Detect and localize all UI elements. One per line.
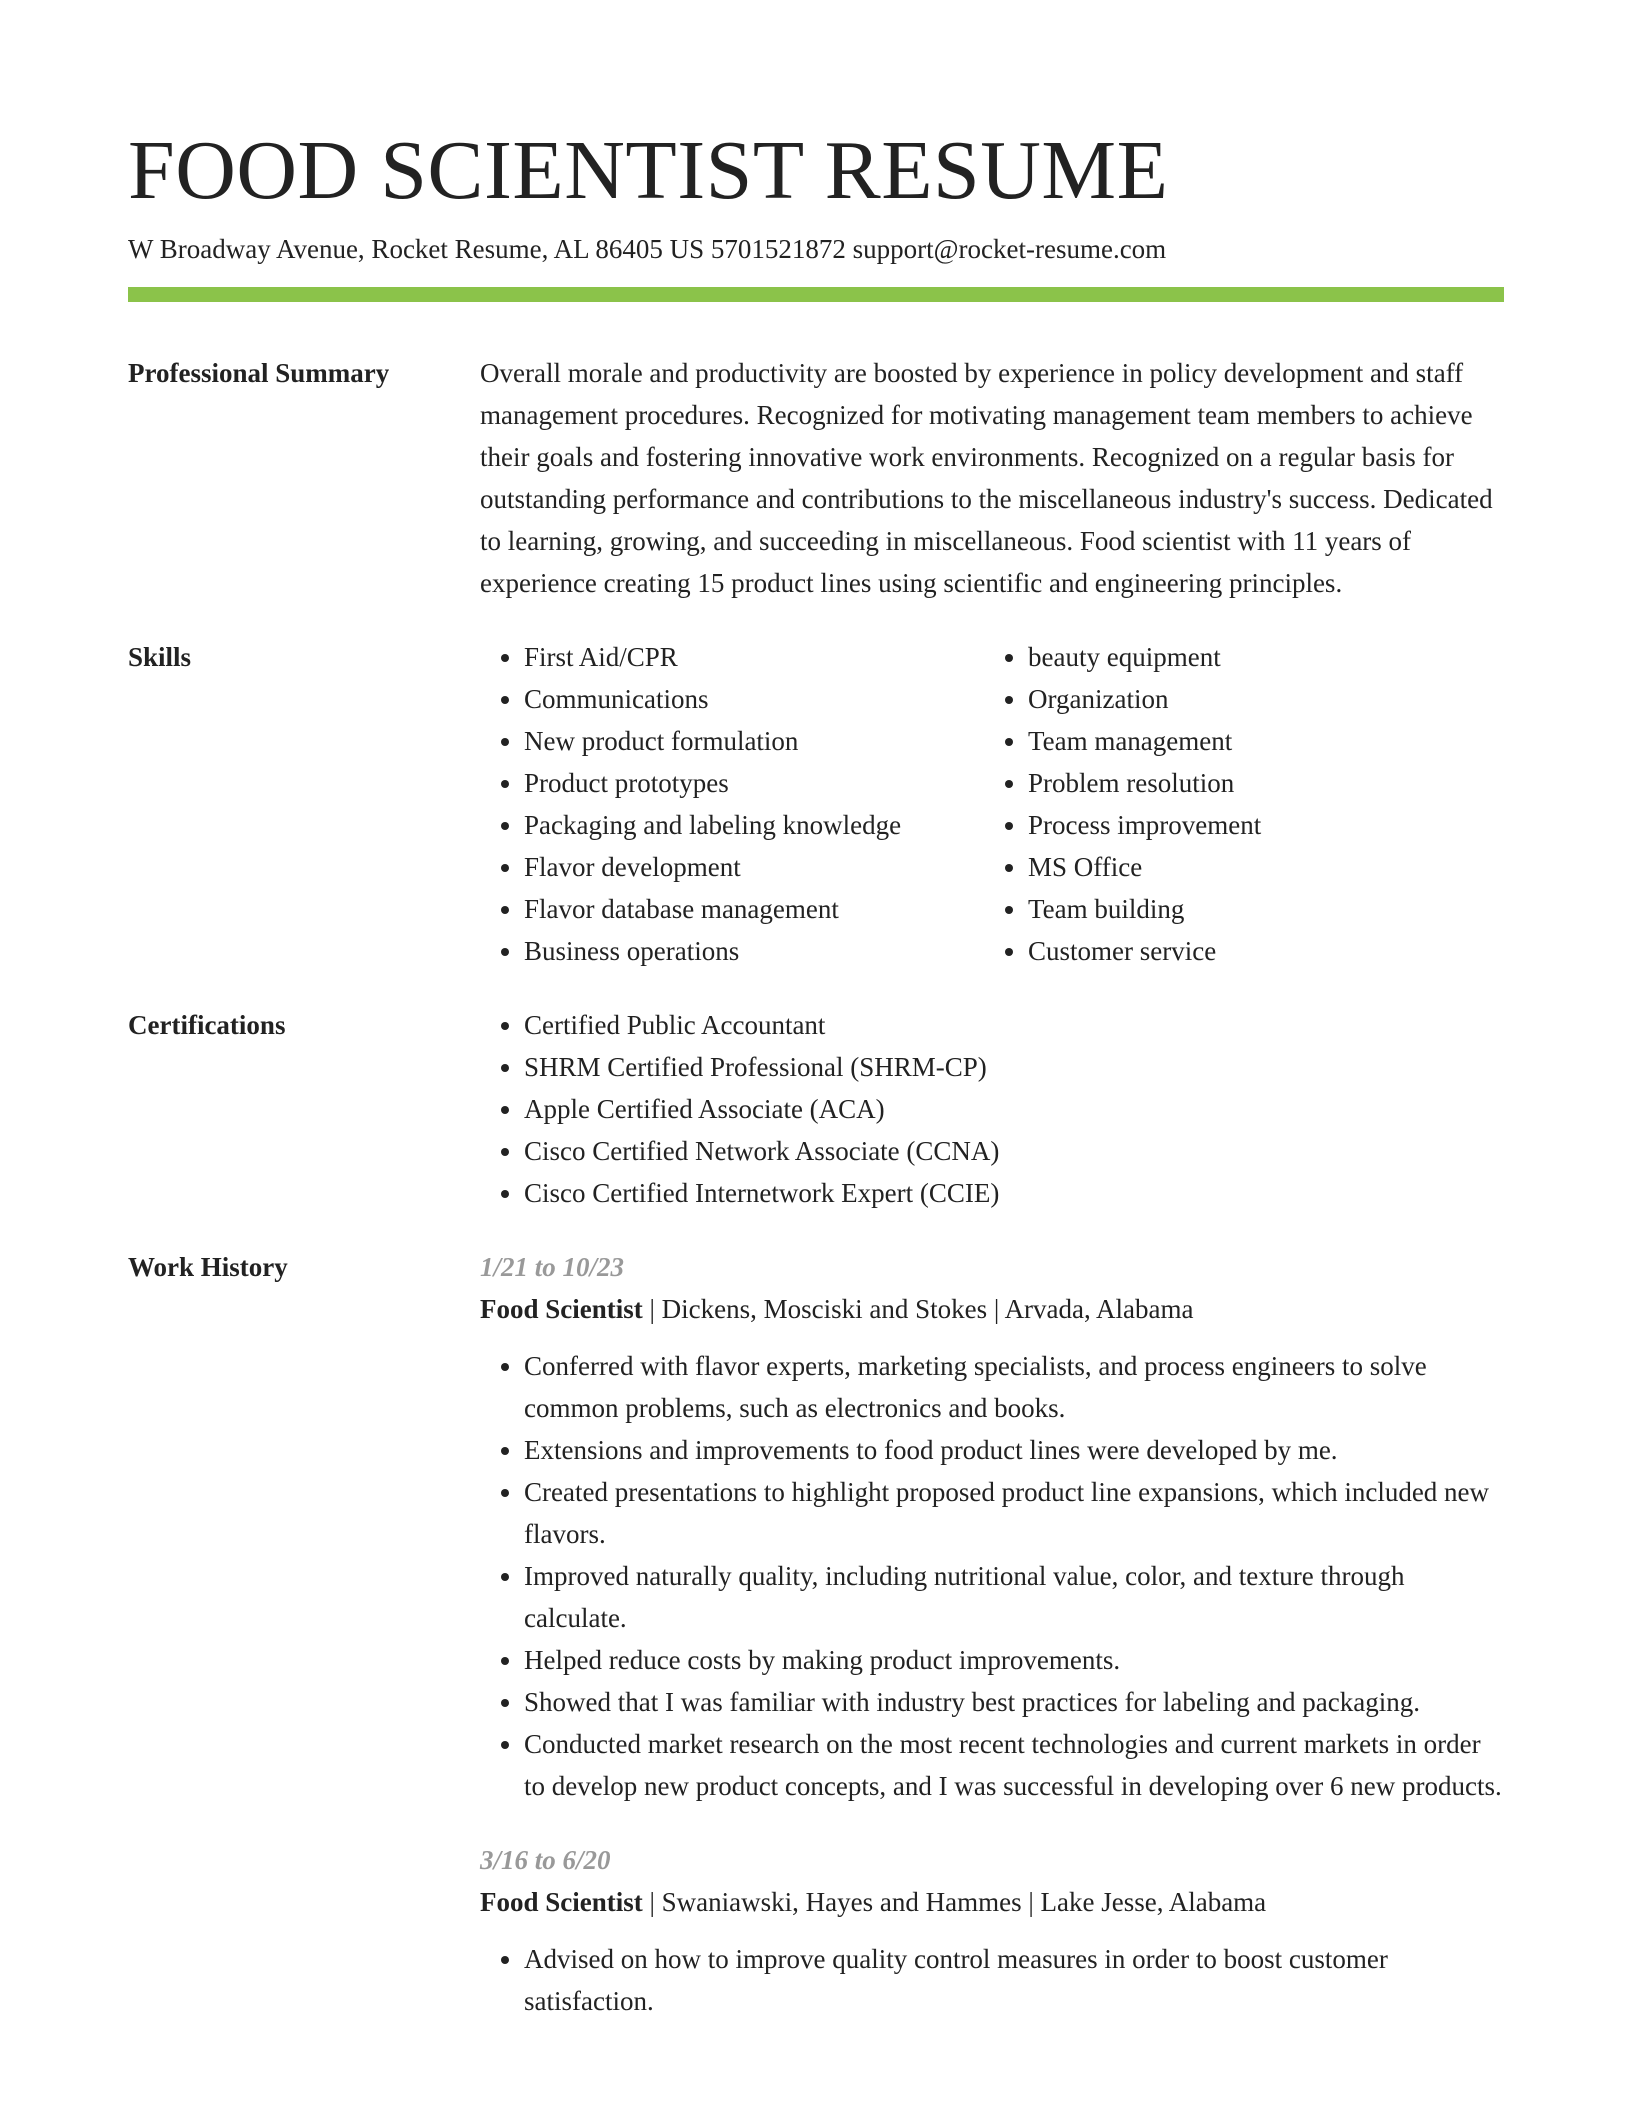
skill-item: • New product formulation (524, 720, 984, 762)
skill-item: • Organization (1028, 678, 1488, 720)
resume-title: FOOD SCIENTIST RESUME (128, 124, 1169, 217)
certifications-heading: Certifications (128, 1010, 286, 1040)
contact-line: W Broadway Avenue, Rocket Resume, AL 86405 US 5701521872 support@rocket-resume.com (128, 234, 1167, 264)
job-employer: | Swaniawski, Hayes and Hammes | Lake Jesse, Alabama (642, 1887, 1267, 1917)
summary-text: Overall morale and productivity are boosted by experience in policy development and staff management procedures. Recognized for motivating management team members to achieve their goals and fostering innovative work environments. Recognized on a regular basis for outstanding performance and contributions to the miscellaneous industry's success. Dedicated to learning, growing, and succeeding in miscellaneous. Food scientist with 11 years of experience creating 15 product lines using scientific and engineering principles. (480, 358, 1493, 598)
job-duty: • Extensions and improvements to food product lines were developed by me. (524, 1429, 1504, 1471)
job-employer: | Dickens, Mosciski and Stokes | Arvada, Alabama (642, 1294, 1194, 1324)
job-heading (480, 1288, 1504, 1330)
work-history-heading: Work History (128, 1252, 288, 1282)
skill-item: • Flavor database management (524, 888, 984, 930)
skill-item: • Customer service (1028, 930, 1488, 972)
resume-page (128, 0, 1504, 2022)
skill-item: • Team building (1028, 888, 1488, 930)
job-duty: • Advised on how to improve quality control measures in order to boost customer satisfaction. (524, 1938, 1504, 2022)
skill-item: • First Aid/CPR (524, 636, 984, 678)
job-duty: • Conducted market research on the most recent technologies and current markets in order to develop new product concepts, and I was successful in developing over 6 new products. (524, 1723, 1504, 1807)
summary-heading: Professional Summary (128, 358, 390, 388)
job-entry (480, 1839, 1504, 2022)
certifications-list (480, 1004, 1504, 1214)
job-title: Food Scientist (480, 1887, 643, 1917)
certification-item: • Certified Public Accountant (524, 1004, 1504, 1046)
job-heading (480, 1881, 1504, 1923)
skill-item: • Product prototypes (524, 762, 984, 804)
work-history-section (128, 1246, 1504, 2022)
job-title: Food Scientist (480, 1294, 643, 1324)
job-duties-list (480, 1938, 1504, 2022)
skill-item: • Team management (1028, 720, 1488, 762)
certifications-section (128, 1004, 1504, 1214)
certification-item: • SHRM Certified Professional (SHRM-CP) (524, 1046, 1504, 1088)
skills-section (128, 636, 1504, 972)
skill-item: • Problem resolution (1028, 762, 1488, 804)
job-duty: • Showed that I was familiar with industry best practices for labeling and packaging. (524, 1681, 1504, 1723)
job-duty: • Improved naturally quality, including nutritional value, color, and texture through calculate. (524, 1555, 1504, 1639)
job-duty: • Conferred with flavor experts, marketing specialists, and process engineers to solve common problems, such as electronics and books. (524, 1345, 1504, 1429)
job-duty: • Created presentations to highlight proposed product line expansions, which included new flavors. (524, 1471, 1504, 1555)
skills-list-right (984, 636, 1488, 972)
skill-item: • beauty equipment (1028, 636, 1488, 678)
skill-item: • Process improvement (1028, 804, 1488, 846)
skills-list-left (480, 636, 984, 972)
skill-item: • Flavor development (524, 846, 984, 888)
job-duty: • Helped reduce costs by making product improvements. (524, 1639, 1504, 1681)
accent-divider (128, 287, 1504, 302)
skill-item: • Communications (524, 678, 984, 720)
job-entry (480, 1246, 1504, 1807)
summary-section (128, 352, 1504, 604)
skills-heading: Skills (128, 642, 192, 672)
certification-item: • Apple Certified Associate (ACA) (524, 1088, 1504, 1130)
skill-item: • Packaging and labeling knowledge (524, 804, 984, 846)
certification-item: • Cisco Certified Network Associate (CCNA) (524, 1130, 1504, 1172)
skill-item: • Business operations (524, 930, 984, 972)
job-dates: 3/16 to 6/20 (480, 1845, 611, 1875)
certification-item: • Cisco Certified Internetwork Expert (CCIE) (524, 1172, 1504, 1214)
skill-item: • MS Office (1028, 846, 1488, 888)
job-dates: 1/21 to 10/23 (480, 1252, 625, 1282)
job-duties-list (480, 1345, 1504, 1807)
